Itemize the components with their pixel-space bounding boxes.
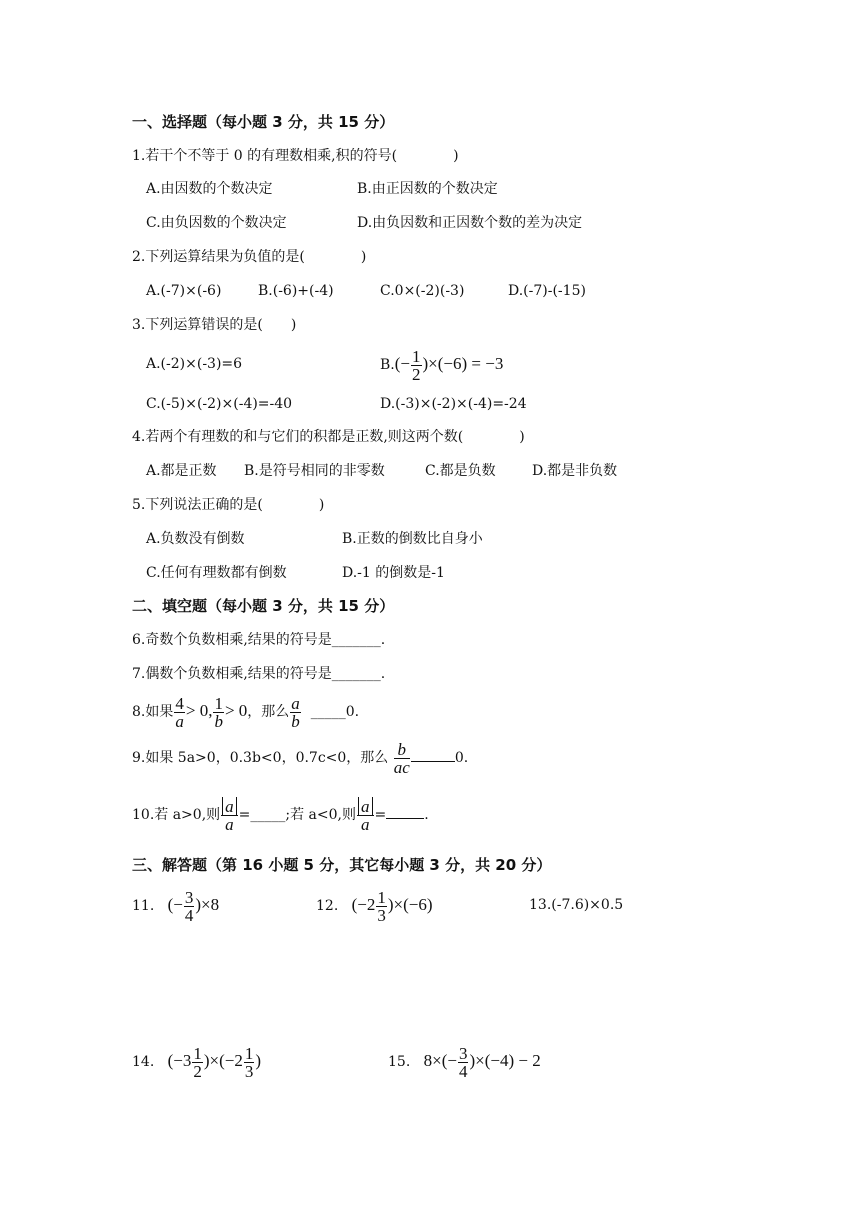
- question-8-answer-blank[interactable]: _____: [310, 704, 346, 720]
- section-heading-fill: 二、填空题（每小题 3 分，共 15 分）: [132, 597, 395, 615]
- question-2-stem: 2.下列运算结果为负值的是( ): [132, 249, 367, 265]
- question-8: [132, 690, 359, 733]
- question-10-prefix: 10.若 a>0,则: [132, 807, 221, 823]
- question-3-option-c: C.(-5)×(-2)×(-4)=-40: [146, 396, 293, 412]
- question-4-option-a: A.都是正数: [146, 463, 217, 479]
- question-14: [132, 1040, 261, 1083]
- fraction-denominator: 2: [193, 1061, 202, 1081]
- question-11-fraction: [184, 889, 195, 924]
- question-5-stem: 5.下列说法正确的是( ): [132, 497, 325, 513]
- question-4-option-d: D.都是非负数: [532, 463, 618, 479]
- question-12-label: 12.: [316, 898, 339, 914]
- question-5-option-a: A.负数没有倒数: [146, 531, 245, 547]
- question-4-option-b: B.是符号相同的非零数: [244, 463, 385, 479]
- question-4-stem: 4.若两个有理数的和与它们的积都是正数,则这两个数( ): [132, 429, 525, 445]
- question-1-option-d: D.由负因数和正因数个数的差为决定: [357, 215, 583, 231]
- question-12-rest: )×(−6): [387, 895, 433, 914]
- question-3-option-b-open: (−: [394, 354, 410, 373]
- question-10-answer-blank[interactable]: [386, 804, 424, 819]
- absolute-value: a: [222, 797, 237, 816]
- fraction-denominator: a: [225, 814, 234, 834]
- question-14-fraction-2: [244, 1045, 255, 1080]
- question-15-open: 8×(−: [423, 1051, 457, 1070]
- fraction-denominator: 3: [244, 1061, 254, 1081]
- fraction-numerator: 4: [175, 693, 184, 713]
- fraction-denominator: a: [175, 711, 184, 731]
- question-14-fraction-1: [192, 1045, 203, 1080]
- question-3-option-a: A.(-2)×(-3)=6: [146, 356, 243, 372]
- question-3-option-b-fraction: [411, 348, 422, 383]
- fraction-numerator: a: [291, 693, 300, 713]
- question-9-suffix: 0.: [454, 750, 469, 766]
- fraction-numerator: 3: [458, 1043, 468, 1063]
- question-14-label: 14.: [132, 1054, 155, 1070]
- question-9-prefix: 9.如果 5a>0，0.3b<0，0.7c<0，那么: [132, 750, 389, 766]
- question-8-suffix: 0.: [345, 704, 360, 720]
- question-1-option-b: B.由正因数的个数决定: [357, 181, 498, 197]
- question-3-option-b-prefix: B.: [380, 357, 395, 373]
- fraction-denominator: 4: [184, 905, 194, 925]
- fraction-denominator: 3: [377, 905, 386, 925]
- fraction-denominator: a: [361, 814, 370, 834]
- question-8-inequality-2: > 0: [224, 701, 248, 720]
- fraction-numerator: 1: [214, 693, 223, 713]
- question-3-option-d: D.(-3)×(-2)×(-4)=-24: [380, 396, 527, 412]
- question-1-option-c: C.由负因数的个数决定: [146, 215, 287, 231]
- fraction-denominator: 2: [412, 364, 421, 384]
- question-15: [388, 1040, 541, 1083]
- question-7: 7.偶数个负数相乘,结果的符号是_______.: [132, 666, 386, 682]
- fraction-denominator: b: [291, 711, 300, 731]
- question-3-option-b-rest: )×(−6) = −3: [422, 354, 504, 373]
- question-4-option-c: C.都是负数: [425, 463, 496, 479]
- fraction-denominator: ac: [393, 757, 410, 777]
- question-5-option-d: D.-1 的倒数是-1: [342, 565, 445, 581]
- question-10-fraction-2: [357, 798, 374, 833]
- question-8-fraction-1: [174, 695, 185, 730]
- question-12: [316, 884, 433, 927]
- question-9: [132, 737, 468, 779]
- question-11-label: 11.: [132, 898, 155, 914]
- question-2-option-a: A.(-7)×(-6): [146, 283, 222, 299]
- question-1-option-a: A.由因数的个数决定: [146, 181, 273, 197]
- fraction-numerator: [221, 798, 238, 816]
- fraction-numerator: 1: [377, 887, 386, 907]
- question-6: 6.奇数个负数相乘,结果的符号是_______.: [132, 632, 386, 648]
- question-8-fraction-2: [213, 695, 224, 730]
- question-10-end: .: [424, 807, 429, 823]
- question-11: [132, 884, 219, 927]
- question-10-middle: =_____;若 a<0,则: [238, 807, 356, 823]
- fraction-denominator: b: [214, 711, 223, 731]
- question-10-fraction-1: [221, 798, 238, 833]
- fraction-numerator: 1: [412, 346, 421, 366]
- question-2-option-d: D.(-7)-(-15): [508, 283, 586, 299]
- question-3-stem: 3.下列运算错误的是( ): [132, 317, 297, 333]
- question-5-option-b: B.正数的倒数比自身小: [342, 531, 483, 547]
- question-13: 13.(-7.6)×0.5: [529, 897, 624, 913]
- question-5-option-c: C.任何有理数都有倒数: [146, 565, 287, 581]
- question-8-prefix: 8.如果: [132, 704, 174, 720]
- question-10: [132, 793, 429, 837]
- fraction-numerator: [357, 798, 374, 816]
- section-heading-solve: 三、解答题（第 16 小题 5 分，其它每小题 3 分，共 20 分）: [132, 856, 552, 874]
- question-12-fraction: [376, 889, 387, 924]
- question-8-fraction-3: [290, 695, 301, 730]
- question-14-middle: )×(−2: [203, 1051, 243, 1070]
- fraction-numerator: 1: [244, 1043, 254, 1063]
- absolute-value: a: [358, 797, 373, 816]
- question-15-fraction: [458, 1045, 469, 1080]
- question-9-answer-blank[interactable]: [411, 747, 455, 762]
- question-15-label: 15.: [388, 1054, 411, 1070]
- question-2-option-c: C.0×(-2)(-3): [380, 283, 465, 299]
- question-9-fraction: [394, 741, 410, 776]
- question-8-then: ，那么: [247, 704, 290, 720]
- fraction-numerator: 3: [184, 887, 194, 907]
- section-heading-choice: 一、选择题（每小题 3 分，共 15 分）: [132, 113, 395, 131]
- question-11-open: (−: [167, 895, 183, 914]
- question-12-open: (−2: [351, 895, 376, 914]
- fraction-numerator: 1: [193, 1043, 202, 1063]
- fraction-denominator: 4: [458, 1061, 468, 1081]
- question-14-open: (−3: [167, 1051, 192, 1070]
- question-8-inequality-1: > 0,: [185, 701, 213, 720]
- question-11-rest: )×8: [195, 895, 220, 914]
- question-1-stem: 1.若干个不等于 0 的有理数相乘,积的符号( ): [132, 148, 459, 164]
- question-15-rest: )×(−4) − 2: [469, 1051, 541, 1070]
- question-2-option-b: B.(-6)+(-4): [258, 283, 334, 299]
- question-14-close: ): [255, 1051, 262, 1070]
- question-3-option-b: [380, 344, 503, 385]
- question-10-equals: =: [374, 807, 387, 823]
- fraction-numerator: b: [394, 741, 410, 759]
